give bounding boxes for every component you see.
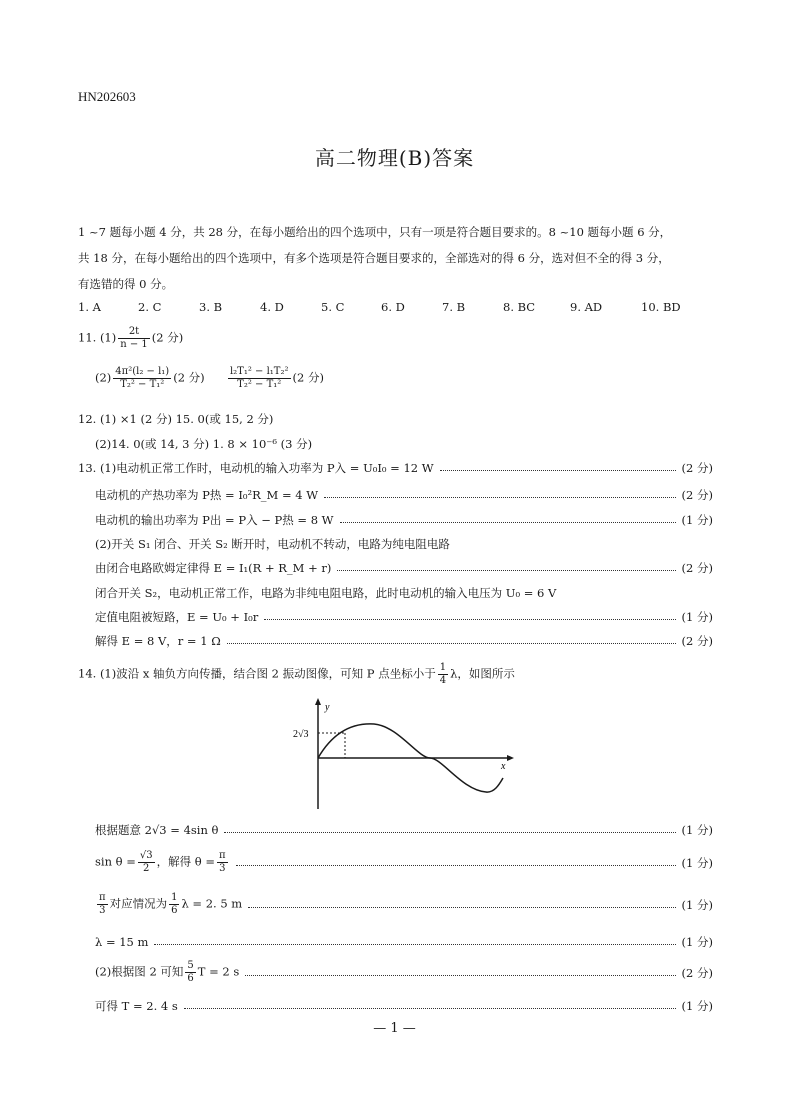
q14-points: (2 分) <box>681 965 713 980</box>
x-axis-arrow <box>507 755 514 761</box>
page-number: — 1 — <box>373 1021 416 1036</box>
q13-text: 定值电阻被短路，E = U₀ + I₀r <box>95 610 259 624</box>
leader-dots <box>245 974 675 976</box>
q13-text: 由闭合电路欧姆定律得 E = I₁(R + R_M + r) <box>95 561 332 575</box>
q13-line-4: (2)开关 S₁ 闭合、开关 S₂ 断开时，电动机不转动，电路为纯电阻电路 <box>95 537 450 551</box>
answer-1: 1. A <box>78 300 101 314</box>
q14-points: (1 分) <box>681 823 713 837</box>
q13-line-6: 闭合开关 S₂，电动机正常工作，电路为非纯电阻电路，此时电动机的输入电压为 U₀ = 6 V <box>95 586 557 600</box>
q14-r5-den: 6 <box>187 973 194 984</box>
q13-line-8 <box>95 633 713 649</box>
q13-text: 电动机的输出功率为 P出 = P入 − P热 = 8 W <box>95 513 334 527</box>
q14-r3-text-b: λ = 2. 5 m <box>181 896 243 911</box>
q14-r2-text-b: ，解得 θ = <box>156 854 215 869</box>
q14-r3-den-a: 3 <box>99 905 106 916</box>
q13-text: 解得 E = 8 V，r = 1 Ω <box>95 634 221 648</box>
page-title: 高二物理(B)答案 <box>314 146 475 170</box>
q11-l2-f2-den: T₂² − T₁² <box>237 379 282 390</box>
leader-dots <box>248 906 675 908</box>
answer-9: 9. AD <box>570 300 603 314</box>
q14-r3-text-a: 对应情况为 <box>109 896 168 911</box>
q14-r2-den2: 3 <box>219 863 226 874</box>
q11-l1-prefix: 11. (1) <box>78 330 117 345</box>
q11-l2-f2-num: l₂T₁² − l₁T₂² <box>229 366 289 377</box>
q14-text: 根据题意 2√3 = 4sin θ <box>95 823 219 837</box>
q14-r2-num2: π <box>218 850 226 861</box>
q13-text: 电动机的产热功率为 P热 = I₀²R_M = 4 W <box>95 488 319 502</box>
answer-7: 7. B <box>442 300 466 314</box>
q13-text: 13. (1)电动机正常工作时，电动机的输入功率为 P入 = U₀I₀ = 12 W <box>78 461 434 475</box>
y-axis-label: y <box>325 702 330 713</box>
leader-dots <box>224 831 675 833</box>
q14-points: (1 分) <box>681 855 713 870</box>
leader-dots <box>440 469 676 471</box>
q11-l2-fraction-1 <box>113 366 171 391</box>
answer-6: 6. D <box>381 300 405 314</box>
q13-line-2 <box>95 487 713 503</box>
leader-dots <box>154 943 675 945</box>
q11-line-2 <box>95 366 324 391</box>
intro-line-3: 有选错的得 0 分。 <box>78 277 174 291</box>
q13-points: (2 分) <box>681 561 713 575</box>
q14-text <box>95 960 239 985</box>
q13-line-3 <box>95 512 713 528</box>
q11-l2-fraction-2 <box>228 366 291 391</box>
q14-text: λ = 15 m <box>95 935 149 949</box>
q14-r3-fraction-1 <box>97 892 108 917</box>
q13-line-7 <box>95 609 713 625</box>
q14-points: (1 分) <box>681 935 713 949</box>
q11-l2-prefix: (2) <box>95 370 112 385</box>
leader-dots <box>227 642 676 644</box>
q14-r5-text-b: T = 2 s <box>197 964 240 979</box>
q14-points: (1 分) <box>681 999 713 1013</box>
q13-points: (2 分) <box>681 461 713 475</box>
q14-points: (1 分) <box>681 897 713 912</box>
leader-dots <box>264 618 675 620</box>
q11-l1-num: 2t <box>118 326 150 339</box>
q14-row-4 <box>95 934 713 950</box>
q11-l2-f1-den: T₂² − T₁² <box>120 379 165 390</box>
x-axis-label: x <box>501 761 506 772</box>
answer-3: 3. B <box>199 300 223 314</box>
wave-graph <box>285 697 515 809</box>
y-tick-label: 2√3 <box>293 729 309 740</box>
q14-text <box>95 892 242 917</box>
q13-points: (2 分) <box>681 488 713 502</box>
q12-line-1: 12. (1) ×1 (2 分) 15. 0(或 15, 2 分) <box>78 412 274 426</box>
q11-l1-points: (2 分) <box>151 330 184 345</box>
q14-text: 可得 T = 2. 4 s <box>95 999 178 1013</box>
q14-text <box>95 850 230 875</box>
q14-r3-den-b: 6 <box>171 905 178 916</box>
q14-r3-num-a: π <box>99 892 106 903</box>
q13-points: (2 分) <box>681 634 713 648</box>
leader-dots <box>340 521 676 523</box>
q12-line-2: (2)14. 0(或 14, 3 分) 1. 8 × 10⁻⁶ (3 分) <box>95 437 313 451</box>
q14-row-2 <box>95 850 713 875</box>
q14-intro-b: λ，如图所示 <box>450 666 515 681</box>
answer-4: 4. D <box>260 300 284 314</box>
leader-dots <box>337 569 675 571</box>
q13-points: (1 分) <box>681 513 713 527</box>
q13-points: (1 分) <box>681 610 713 624</box>
q14-intro-a: 14. (1)波沿 x 轴负方向传播，结合图 2 振动图像，可知 P 点坐标小于 <box>78 666 436 681</box>
q14-r2-num1: √3 <box>139 850 153 861</box>
q14-intro-den: 4 <box>439 675 447 686</box>
answer-10: 10. BD <box>641 300 681 314</box>
q14-r2-text-a: sin θ = <box>95 854 136 869</box>
q11-l1-fraction <box>118 326 150 351</box>
q11-l2-points-1: (2 分) <box>173 370 205 385</box>
q14-r5-fraction <box>185 960 195 985</box>
q14-intro-num: 1 <box>439 662 447 673</box>
answer-8: 8. BC <box>503 300 536 314</box>
q14-row-6 <box>95 998 713 1014</box>
exam-code: HN202603 <box>78 89 136 104</box>
intro-line-1: 1 ~7 题每小题 4 分，共 28 分，在每小题给出的四个选项中，只有一项是符合题目要求的。8 ~10 题每小题 6 分， <box>78 225 672 239</box>
q14-r2-fraction-2 <box>217 850 228 875</box>
q14-r5-num: 5 <box>187 960 194 971</box>
y-axis-arrow <box>315 698 321 705</box>
q13-line-1 <box>78 460 713 476</box>
leader-dots <box>184 1007 676 1009</box>
leader-dots <box>236 864 676 866</box>
q14-row-5 <box>95 960 713 985</box>
leader-dots <box>324 496 676 498</box>
intro-line-2: 共 18 分，在每小题给出的四个选项中，有多个选项是符合题目要求的，全部选对的得 6 分，选对但不全的得 3 分， <box>78 251 670 265</box>
q14-r3-fraction-2 <box>169 892 179 917</box>
q13-line-5 <box>95 560 713 576</box>
q11-l2-f1-num: 4π²(l₂ − l₁) <box>115 366 170 377</box>
answer-2: 2. C <box>138 300 162 314</box>
q14-intro-fraction <box>438 662 448 687</box>
q14-row-3 <box>95 892 713 917</box>
q14-r5-text-a: (2)根据图 2 可知 <box>95 964 184 979</box>
q14-row-1 <box>95 822 713 838</box>
q11-l2-points-2: (2 分) <box>292 370 324 385</box>
q11-l1-den: n − 1 <box>120 339 148 350</box>
q11-line-1 <box>78 326 183 351</box>
q14-r2-den1: 2 <box>143 863 150 874</box>
q14-intro <box>78 662 515 687</box>
q14-r3-num-b: 1 <box>171 892 178 903</box>
q14-r2-fraction-1 <box>138 850 155 875</box>
answer-5: 5. C <box>321 300 345 314</box>
